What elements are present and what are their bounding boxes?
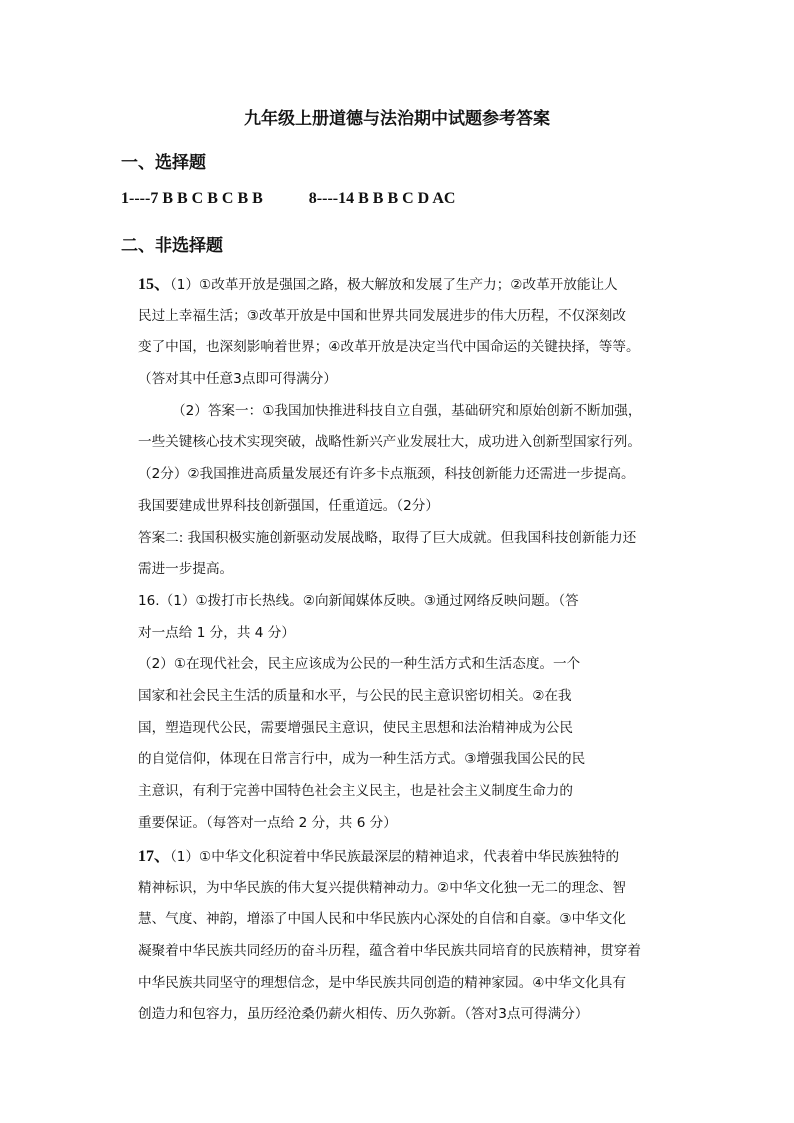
q17-number: 17、 <box>138 848 171 865</box>
q15-line: 我国要建成世界科技创新强国，任重道远。（2分） <box>138 497 439 514</box>
section-heading-non-choice: 二、非选择题 <box>121 236 223 256</box>
page-title: 九年级上册道德与法治期中试题参考答案 <box>244 109 550 129</box>
q17-line: 中华民族共同坚守的理想信念，是中华民族共同创造的精神家园。④中华文化具有 <box>138 974 626 991</box>
section-heading-multiple-choice: 一、选择题 <box>121 153 206 173</box>
q16-line: 国家和社会民主生活的质量和水平，与公民的民主意识密切相关。②在我 <box>138 688 572 705</box>
q15-line: 需进一步提高。 <box>138 561 234 578</box>
q17-line: 凝聚着中华民族共同经历的奋斗历程，蕴含着中华民族共同培育的民族精神，贯穿着 <box>138 943 641 960</box>
multiple-choice-answers <box>121 190 455 208</box>
question-17 <box>138 841 678 1031</box>
q15-line: 一些关键核心技术实现突破，战略性新兴产业发展壮大，成功进入创新型国家行列。 <box>138 434 641 451</box>
q15-line: 民过上幸福生活；③改革开放是中国和世界共同发展进步的伟大历程，不仅深刻改 <box>138 307 626 324</box>
q16-line: 的自觉信仰，体现在日常言行中，成为一种生活方式。③增强我国公民的民 <box>138 751 586 768</box>
q17-line: 精神标识，为中华民族的伟大复兴提供精神动力。②中华文化独一无二的理念、智 <box>138 879 626 896</box>
q16-line: 主意识，有利于完善中国特色社会主义民主，也是社会主义制度生命力的 <box>138 783 573 800</box>
q17-line: 17、（1）①中华文化积淀着中华民族最深层的精神追求，代表着中华民族独特的 <box>138 848 620 865</box>
mc-answers-8-14: 8----14 B B B C D AC <box>308 190 456 207</box>
q16-line: 国，塑造现代公民，需要增强民主意识，使民主思想和法治精神成为公民 <box>138 719 573 736</box>
q15-line: （2）答案一：①我国加快推进科技自立自强，基础研究和原始创新不断加强， <box>172 402 642 419</box>
q15-number: 15、 <box>138 276 171 293</box>
q15-line: （答对其中任意3点即可得满分） <box>138 371 337 388</box>
q15-line: 答案二: 我国积极实施创新驱动发展战略，取得了巨大成就。但我国科技创新能力还 <box>138 529 637 546</box>
q15-line: 15、（1）①改革开放是强国之路，极大解放和发展了生产力；②改革开放能让人 <box>138 276 618 293</box>
q16-line: 对一点给 1 分，共 4 分） <box>138 624 295 641</box>
mc-answers-1-7: 1----7 B B C B C B B <box>121 190 263 207</box>
q15-line: （2分）②我国推进高质量发展还有许多卡点瓶颈，科技创新能力还需进一步提高。 <box>138 466 635 483</box>
q16-line: 重要保证。（每答对一点给 2 分，共 6 分） <box>138 814 397 831</box>
q16-line: （2）①在现代社会，民主应该成为公民的一种生活方式和生活态度。一个 <box>138 656 581 673</box>
q15-line: 变了中国，也深刻影响着世界；④改革开放是决定当代中国命运的关键抉择，等等。 <box>138 339 640 356</box>
question-16 <box>138 586 678 840</box>
q17-line: 慧、气度、神韵，增添了中国人民和中华民族内心深处的自信和自豪。③中华文化 <box>138 911 626 928</box>
q16-line: 16.（1）①拨打市长热线。②向新闻媒体反映。③通过网络反映问题。（答 <box>138 593 579 609</box>
q17-line: 创造力和包容力，虽历经沧桑仍薪火相传、历久弥新。（答对3点可得满分） <box>138 1006 589 1023</box>
question-15 <box>138 269 678 586</box>
